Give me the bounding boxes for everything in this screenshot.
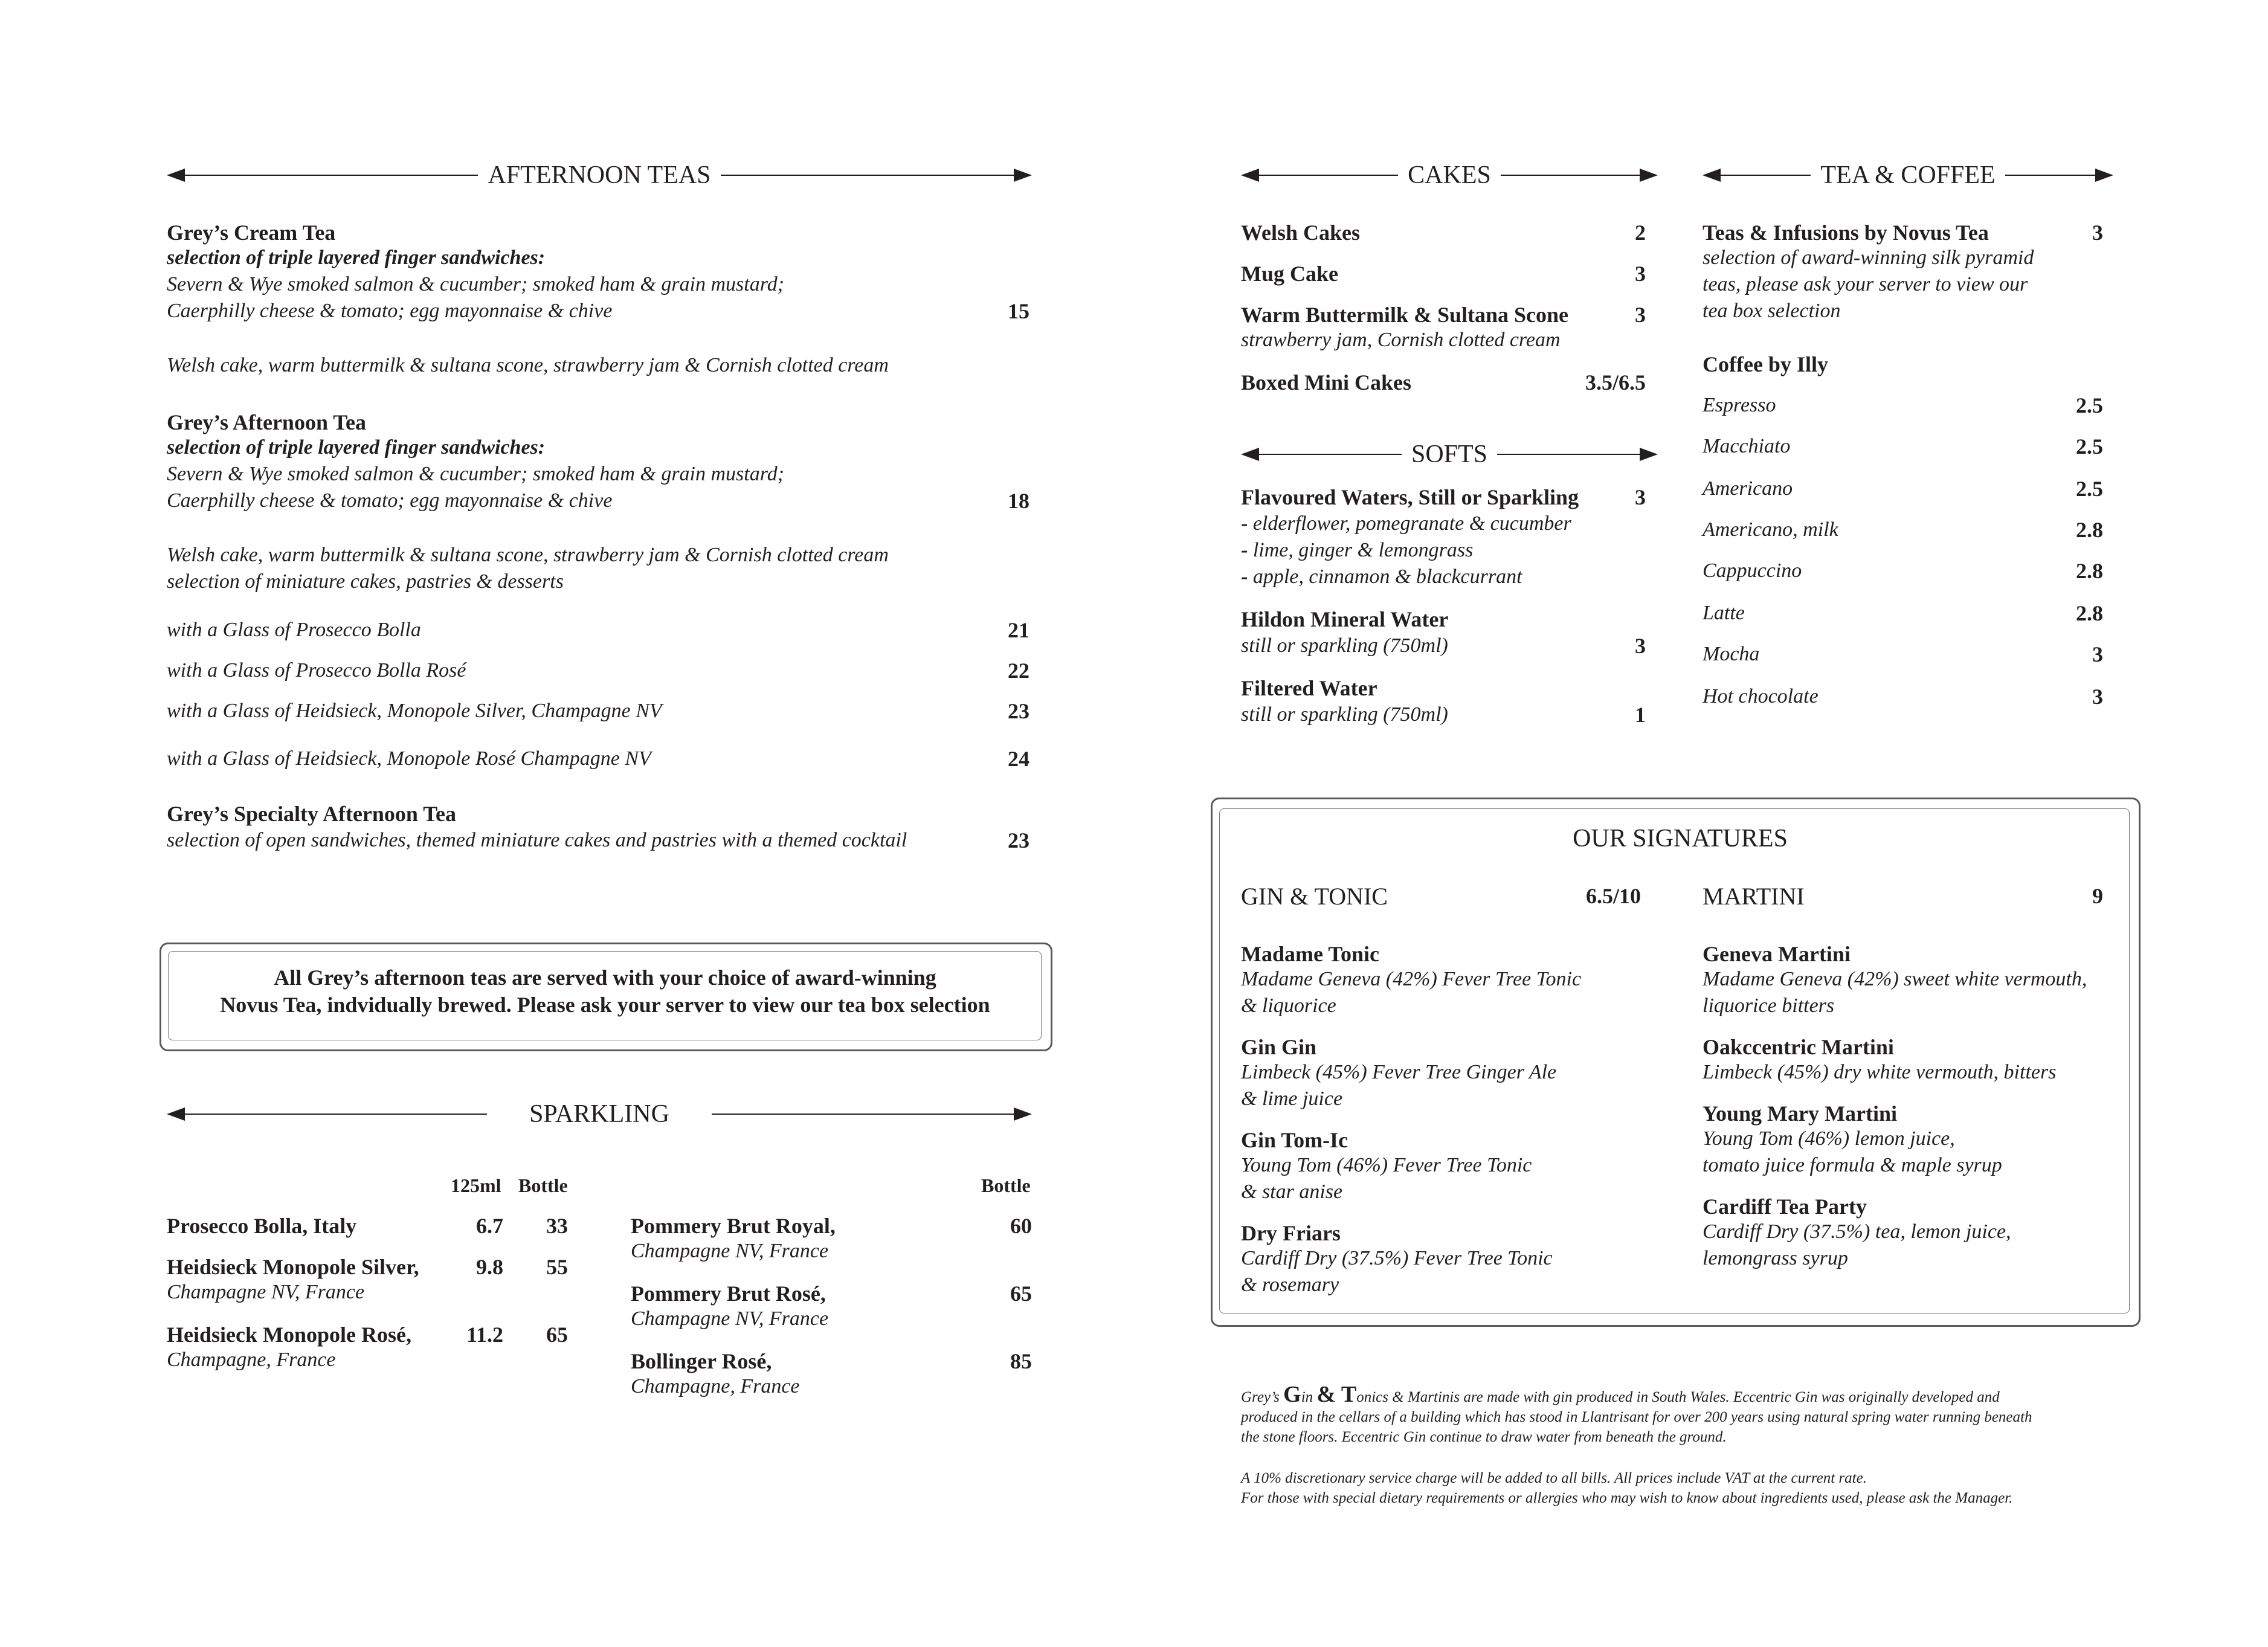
hildon-desc: still or sparkling (750ml) xyxy=(1241,634,1448,657)
col-125ml: 125ml xyxy=(451,1175,501,1196)
gin-desc1: Cardiff Dry (37.5%) Fever Tree Tonic xyxy=(1241,1247,1553,1269)
sparkling-origin: Champagne, France xyxy=(631,1375,800,1397)
gin-tonic-header: GIN & TONIC xyxy=(1241,883,1388,910)
sparkling-name: Prosecco Bolla, Italy xyxy=(167,1214,357,1238)
sparkling-bottle-price: 33 xyxy=(546,1214,568,1238)
coffee-price: 2.5 xyxy=(2076,393,2103,417)
cake-price: 2 xyxy=(1635,221,1646,245)
specialty-tea-title: Grey’s Specialty Afternoon Tea xyxy=(167,802,456,826)
hildon-price: 3 xyxy=(1635,634,1646,658)
martini-desc2: lemongrass syrup xyxy=(1703,1247,1848,1269)
gin-note-line1 xyxy=(1241,1382,2123,1407)
coffee-price: 2.8 xyxy=(2076,518,2103,542)
glass-option-price: 21 xyxy=(1008,618,1029,642)
sparkling-bottle-price: 65 xyxy=(546,1323,568,1347)
service-note-line1: A 10% discretionary service charge will be added to all bills. All prices include VAT at the current rate. xyxy=(1241,1470,1867,1486)
gin-desc2: & star anise xyxy=(1241,1181,1343,1203)
glass-option-label: with a Glass of Prosecco Bolla Rosé xyxy=(167,659,466,682)
hildon-name: Hildon Mineral Water xyxy=(1241,607,1449,631)
coffee-name: Cappuccino xyxy=(1703,559,1802,582)
cake-name: Welsh Cakes xyxy=(1241,221,1361,245)
softs-flavoured-name: Flavoured Waters, Still or Sparkling xyxy=(1241,485,1579,509)
softs-header xyxy=(1241,439,1658,469)
gin-name: Gin Gin xyxy=(1241,1035,1317,1059)
cake-desc: strawberry jam, Cornish clotted cream xyxy=(1241,329,1561,351)
gin-name: Madame Tonic xyxy=(1241,942,1380,966)
afternoon-tea-price: 18 xyxy=(1008,489,1029,513)
cake-name: Boxed Mini Cakes xyxy=(1241,370,1412,395)
afternoon-teas-title: AFTERNOON TEAS xyxy=(478,161,720,189)
softs-flavoured-price: 3 xyxy=(1635,485,1646,509)
cake-name: Mug Cake xyxy=(1241,262,1338,286)
specialty-tea-desc: selection of open sandwiches, themed miniature cakes and pastries with a themed cocktail xyxy=(167,829,907,851)
sparkling-origin: Champagne, France xyxy=(167,1349,336,1371)
sparkling-origin: Champagne NV, France xyxy=(167,1281,365,1303)
sparkling-name: Bollinger Rosé, xyxy=(631,1349,772,1373)
martini-desc1: Limbeck (45%) dry white vermouth, bitters xyxy=(1703,1061,2057,1083)
afternoon-tea-line3: Welsh cake, warm buttermilk & sultana scone, strawberry jam & Cornish clotted cream xyxy=(167,544,889,566)
martini-name: Cardiff Tea Party xyxy=(1703,1194,1867,1219)
afternoon-tea-line4: selection of miniature cakes, pastries & desserts xyxy=(167,570,564,593)
sparkling-glass-price: 9.8 xyxy=(476,1255,503,1279)
gin-note-line2: produced in the cellars of a building which has stood in Llantrisant for over 200 years using natural spring water running beneath xyxy=(1241,1409,2032,1425)
gin-note-amp: & xyxy=(1316,1382,1341,1407)
gin-desc1: Young Tom (46%) Fever Tree Tonic xyxy=(1241,1154,1532,1176)
cream-tea-line3: Welsh cake, warm buttermilk & sultana scone, strawberry jam & Cornish clotted cream xyxy=(167,354,889,376)
teas-desc2: teas, please ask your server to view our xyxy=(1703,273,2028,295)
glass-option-price: 24 xyxy=(1008,747,1029,771)
coffee-price: 3 xyxy=(2092,685,2103,709)
softs-option: - apple, cinnamon & blackcurrant xyxy=(1241,566,1522,588)
softs-option: - elderflower, pomegranate & cucumber xyxy=(1241,512,1571,535)
softs-option-text: apple, cinnamon & blackcurrant xyxy=(1252,566,1522,588)
softs-option: - lime, ginger & lemongrass xyxy=(1241,539,1474,561)
sparkling-glass-price: 6.7 xyxy=(476,1214,503,1238)
afternoon-tea-line1: Severn & Wye smoked salmon & cucumber; smoked ham & grain mustard; xyxy=(167,463,785,485)
gin-desc2: & rosemary xyxy=(1241,1274,1339,1296)
sparkling-name: Pommery Brut Rosé, xyxy=(631,1281,826,1306)
notice-line2: Novus Tea, indvidually brewed. Please ask your server to view our tea box selection xyxy=(220,993,990,1017)
sparkling-bottle-price: 55 xyxy=(546,1255,568,1279)
softs-option-text: elderflower, pomegranate & cucumber xyxy=(1252,512,1571,535)
coffee-name: Americano, milk xyxy=(1703,518,1838,541)
coffee-price: 3 xyxy=(2092,642,2103,666)
afternoon-tea-title: Grey’s Afternoon Tea xyxy=(167,410,366,434)
martini-desc2: tomato juice formula & maple syrup xyxy=(1703,1154,2002,1176)
coffee-name: Macchiato xyxy=(1703,435,1791,457)
glass-option-label: with a Glass of Heidsieck, Monopole Rosé Champagne NV xyxy=(167,747,651,770)
cream-tea-title: Grey’s Cream Tea xyxy=(167,221,336,245)
cake-price: 3 xyxy=(1635,303,1646,327)
specialty-tea-price: 23 xyxy=(1008,828,1029,853)
softs-option-text: lime, ginger & lemongrass xyxy=(1252,539,1474,561)
cakes-title: CAKES xyxy=(1398,161,1501,189)
col-bottle-2: Bottle xyxy=(981,1175,1031,1196)
sparkling-glass-price: 11.2 xyxy=(466,1323,503,1347)
sparkling-header xyxy=(167,1099,1032,1129)
cream-tea-price: 15 xyxy=(1008,299,1029,323)
cake-price: 3 xyxy=(1635,262,1646,286)
notice-text xyxy=(159,964,1051,1019)
coffee-price: 2.5 xyxy=(2076,434,2103,459)
cream-tea-sub: selection of triple layered finger sandwiches: xyxy=(167,247,546,269)
glass-option-label: with a Glass of Heidsieck, Monopole Silver, Champagne NV xyxy=(167,700,662,722)
coffee-name: Americano xyxy=(1703,477,1793,500)
martini-desc2: liquorice bitters xyxy=(1703,994,1835,1017)
coffee-name: Mocha xyxy=(1703,643,1760,665)
gin-desc2: & lime juice xyxy=(1241,1088,1343,1110)
gin-note-greys: Grey’s xyxy=(1241,1389,1284,1405)
tea-coffee-title: TEA & COFFEE xyxy=(1811,161,2005,189)
teas-name: Teas & Infusions by Novus Tea xyxy=(1703,221,1989,245)
sparkling-bottle-price: 65 xyxy=(1010,1281,1032,1306)
gin-name: Dry Friars xyxy=(1241,1221,1341,1245)
afternoon-tea-line2: Caerphilly cheese & tomato; egg mayonnaise & chive xyxy=(167,489,613,512)
gin-desc1: Limbeck (45%) Fever Tree Ginger Ale xyxy=(1241,1061,1557,1083)
coffee-price: 2.8 xyxy=(2076,601,2103,625)
afternoon-teas-header xyxy=(167,160,1032,190)
coffee-name: Espresso xyxy=(1703,394,1776,416)
martini-price: 9 xyxy=(2092,884,2103,908)
coffee-price: 2.8 xyxy=(2076,559,2103,583)
gin-note-rest: onics & Martinis are made with gin produced in South Wales. Eccentric Gin was originally developed and xyxy=(1356,1389,2000,1405)
gin-tonic-price: 6.5/10 xyxy=(1585,884,1641,908)
service-note-line2: For those with special dietary requirements or allergies who may wish to know about ingredients used, please ask the Manager. xyxy=(1241,1490,2013,1506)
gin-note-t: T xyxy=(1341,1382,1357,1407)
sparkling-origin: Champagne NV, France xyxy=(631,1240,829,1262)
gin-note-in: in xyxy=(1301,1389,1317,1405)
filtered-name: Filtered Water xyxy=(1241,676,1377,700)
martini-desc1: Madame Geneva (42%) sweet white vermouth, xyxy=(1703,968,2087,990)
col-bottle: Bottle xyxy=(518,1175,568,1196)
afternoon-tea-sub: selection of triple layered finger sandwiches: xyxy=(167,436,546,459)
cake-price: 3.5/6.5 xyxy=(1585,370,1646,395)
gin-note-line3: the stone floors. Eccentric Gin continue to draw water from beneath the ground. xyxy=(1241,1429,1727,1445)
coffee-price: 2.5 xyxy=(2076,477,2103,501)
sparkling-bottle-price: 85 xyxy=(1010,1349,1032,1373)
teas-desc3: tea box selection xyxy=(1703,300,1841,322)
teas-price: 3 xyxy=(2092,221,2103,245)
sparkling-title: SPARKLING xyxy=(520,1100,679,1128)
glass-option-label: with a Glass of Prosecco Bolla xyxy=(167,619,421,641)
gin-note-g: G xyxy=(1283,1382,1301,1407)
sparkling-origin: Champagne NV, France xyxy=(631,1307,829,1330)
coffee-name: Hot chocolate xyxy=(1703,685,1819,707)
sparkling-name: Heidsieck Monopole Rosé, xyxy=(167,1323,411,1347)
glass-option-price: 23 xyxy=(1008,699,1029,723)
cake-name: Warm Buttermilk & Sultana Scone xyxy=(1241,303,1569,327)
sparkling-bottle-price: 60 xyxy=(1010,1214,1032,1238)
cream-tea-line2: Caerphilly cheese & tomato; egg mayonnaise & chive xyxy=(167,300,613,322)
gin-name: Gin Tom-Ic xyxy=(1241,1128,1348,1152)
cream-tea-line1: Severn & Wye smoked salmon & cucumber; smoked ham & grain mustard; xyxy=(167,273,785,295)
cakes-header xyxy=(1241,160,1658,190)
martini-desc1: Young Tom (46%) lemon juice, xyxy=(1703,1127,1955,1150)
martini-name: Oakccentric Martini xyxy=(1703,1035,1894,1059)
gin-note xyxy=(1241,1382,2123,1447)
softs-title: SOFTS xyxy=(1402,440,1497,468)
sparkling-name: Heidsieck Monopole Silver, xyxy=(167,1255,419,1279)
coffee-title: Coffee by Illy xyxy=(1703,352,1828,376)
sparkling-name: Pommery Brut Royal, xyxy=(631,1214,836,1238)
martini-desc1: Cardiff Dry (37.5%) tea, lemon juice, xyxy=(1703,1220,2011,1243)
filtered-price: 1 xyxy=(1635,703,1646,727)
martini-name: Young Mary Martini xyxy=(1703,1101,1897,1126)
coffee-name: Latte xyxy=(1703,602,1745,624)
gin-desc2: & liquorice xyxy=(1241,994,1336,1017)
martini-name: Geneva Martini xyxy=(1703,942,1851,966)
filtered-desc: still or sparkling (750ml) xyxy=(1241,703,1448,726)
service-note xyxy=(1241,1468,2123,1508)
gin-desc1: Madame Geneva (42%) Fever Tree Tonic xyxy=(1241,968,1582,990)
martini-header: MARTINI xyxy=(1703,883,1805,910)
glass-option-price: 22 xyxy=(1008,659,1029,683)
notice-line1: All Grey’s afternoon teas are served with your choice of award-winning xyxy=(274,965,936,990)
signatures-title: OUR SIGNATURES xyxy=(1573,825,1788,853)
teas-desc1: selection of award-winning silk pyramid xyxy=(1703,247,2034,269)
tea-coffee-header xyxy=(1703,160,2113,190)
